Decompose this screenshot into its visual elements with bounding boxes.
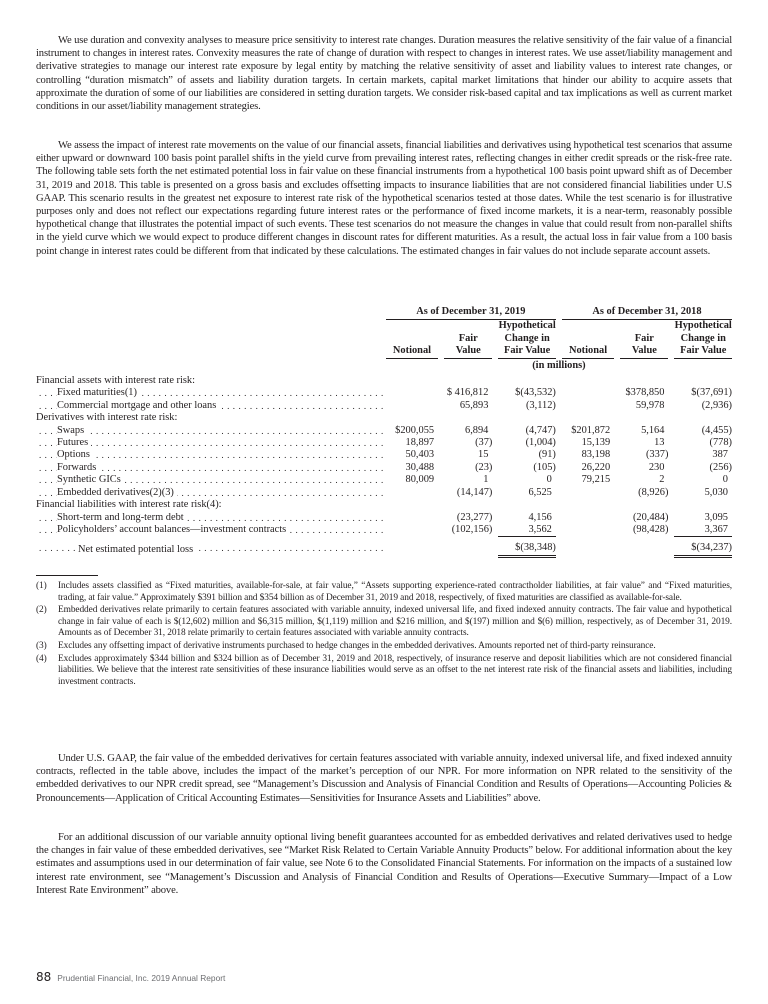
footnote-2: (2) Embedded derivatives relate primarily to certain features associated with variable annuity, indexed universal life, and fixed indexed annuity contracts. The fair value and hypothetical change in fair value of each is $(12,602) million and $6,315 million, $(1,119) million and $216 million, and $(197) million and $(6) million, respectively, as of December 31, 2019. Amounts as of December 31, 2018 relate primarily to certain features associated with variable annuity contracts. <box>36 605 732 639</box>
section-financial-assets: Financial assets with interest rate risk: <box>36 375 198 386</box>
net-loss-2019: $(38,348) <box>498 542 555 557</box>
col-hyp-change-2018: Hypothetical Change in Fair Value <box>674 320 732 358</box>
col-fair-value-2018: Fair Value <box>620 320 668 358</box>
footnote-3: (3) Excludes any offsetting impact of derivative instruments purchased to hedge changes in the embedded derivatives. Amounts reported net of third-party reinsurance. <box>36 640 656 651</box>
table-row: Commercial mortgage and other loans . . . 65,893 (3,112) 59,978 (2,936) <box>36 400 732 412</box>
group-header-2018: As of December 31, 2018 <box>562 306 732 320</box>
section-header-row <box>36 375 732 387</box>
row-label: Forwards <box>57 462 99 473</box>
units-label: (in millions) <box>532 359 586 371</box>
row-label: Options <box>57 449 93 460</box>
col-fair-value-2019: Fair Value <box>444 320 492 358</box>
page-number: 88 <box>36 970 52 984</box>
col-notional-2019: Notional <box>386 320 438 358</box>
footnotes <box>36 581 732 689</box>
row-label: Policyholders’ account balances—investment contracts <box>57 524 289 535</box>
row-label: Fixed maturities(1) <box>57 387 140 398</box>
paragraph-gaap-embedded-derivatives: Under U.S. GAAP, the fair value of the embedded derivatives for certain features associated with variable annuity, indexed universal life, and fixed indexed annuity contracts, reflected in the table above, includes the impact of the market’s perception of our NPR. For more information on NPR related to the sensitivity of the embedded derivatives to our NPR credit spread, see “Management’s Discussion and Analysis of Financial Condition and Results of Operations—Accounting Policies & Pronouncements—Application of Critical Accounting Estimates—Sensitivities for Insurance Assets and Liabilities” above. <box>36 753 732 804</box>
row-label: Synthetic GICs <box>57 474 124 485</box>
section-financial-liabilities: Financial liabilities with interest rate risk(4): <box>36 499 225 510</box>
footnote-1: (1) Includes assets classified as “Fixed maturities, available-for-sale, at fair value,” “Assets supporting experience-rated contractholder liabilities, at fair value” and “Fixed maturities, trading, at fair value.” Approximately $391 billion and $354 billion as of December 31, 2019 and 2018, respectively, of fixed maturities are classified as available-for-sale. <box>36 581 732 603</box>
paragraph-duration-convexity: We use duration and convexity analyses to measure price sensitivity to interest rate changes. Duration measures the relative sensitivity of the fair value of a financial instrument to changes in interest rates. Convexity measures the rate of change of duration with respect to changes in interest rates. We use asset/liability management and derivative strategies to manage our interest rate exposure by legal entity by matching the relative sensitivity of asset and liability values to interest rate changes, or controlling “duration mismatch” of assets and liability duration targets. In certain markets, capital market limitations that hinder our ability to acquire assets that approximate the duration of some of our liabilities are considered in setting duration targets. We consider risk-based capital and tax implications as well as current market conditions in our asset/liability management strategies. <box>36 35 732 113</box>
table-row: Options . . . 50,403 15 (91) 83,198 (337) 387 <box>36 449 732 461</box>
section-header-row <box>36 499 732 511</box>
col-notional-2018: Notional <box>562 320 614 358</box>
report-title: Prudential Financial, Inc. 2019 Annual Report <box>57 973 226 983</box>
net-loss-2018: $(34,237) <box>674 542 732 557</box>
table-row: Futures . . . 18,897 (37) (1,004) 15,139 13 (778) <box>36 437 732 449</box>
total-row <box>36 542 732 557</box>
row-label: Commercial mortgage and other loans <box>57 400 219 411</box>
table-row: Policyholders’ account balances—investment contracts . . . (102,156) 3,562 (98,428) 3,367 <box>36 524 732 536</box>
footnote-divider <box>36 575 98 576</box>
row-label: Futures <box>57 437 91 448</box>
table-row: Short-term and long-term debt . . . (23,277) 4,156 (20,484) 3,095 <box>36 512 732 524</box>
col-hyp-change-2019: Hypothetical Change in Fair Value <box>498 320 555 358</box>
table-row: Embedded derivatives(2)(3) . . . (14,147) 6,525 (8,926) 5,030 <box>36 487 732 499</box>
paragraph-interest-rate-impact: We assess the impact of interest rate movements on the value of our financial assets, financial liabilities and derivatives using hypothetical test scenarios that assume either upward or downward 100 basis point parallel shifts in the yield curve from prevailing interest rates, reflecting changes in either credit spreads or the risk-free rate. The following table sets forth the net estimated potential loss in fair value on these financial instruments from a hypothetical 100 basis point upward shift as of December 31, 2019 and 2018. This table is presented on a gross basis and excludes offsetting impacts to insurance liabilities that are not considered financial liabilities under U.S GAAP. This scenario results in the greatest net exposure to interest rate risk of the hypothetical scenarios tested at those dates. While the test scenario is for illustrative purposes only and does not reflect our expectations regarding future interest rates or the performance of fixed income markets, it is a near-term, reasonably possible hypothetical change that illustrates the potential impact of such events. These test scenarios do not measure the changes in value that could result from non-parallel shifts in the yield curve which we would expect to produce different changes in discount rates for different maturities. As a result, the actual loss in fair value from a 100 basis point change in interest rates could be different from that indicated by these calculations. The estimated changes in fair values do not include separate account assets. <box>36 140 732 257</box>
section-header-row <box>36 412 732 424</box>
section-derivatives: Derivatives with interest rate risk: <box>36 412 180 423</box>
paragraph-additional-discussion: For an additional discussion of our variable annuity optional living benefit guarantees accounted for as embedded derivatives and related derivatives used to hedge the changes in fair value of these embedded derivatives, see “Market Risk Related to Certain Variable Annuity Products” below. For additional information about the key estimates and assumptions used in our determination of fair value, see Note 6 to the Consolidated Financial Statements. For information on the impacts of a sustained low interest rate environment, see “Management’s Discussion and Analysis of Financial Condition and Results of Operations—Executive Summary—Impact of a Low Interest Rate Environment” above. <box>36 832 732 896</box>
group-header-2019: As of December 31, 2019 <box>386 306 556 320</box>
table-row: Forwards . . . 30,488 (23) (105) 26,220 230 (256) <box>36 462 732 474</box>
row-label: Short-term and long-term debt <box>57 512 187 523</box>
table-row: Swaps . . . $200,055 6,894 (4,747) $201,872 5,164 (4,455) <box>36 425 732 437</box>
row-label: Net estimated potential loss <box>78 544 196 555</box>
row-label: Embedded derivatives(2)(3) <box>57 487 177 498</box>
table-row: Synthetic GICs . . . 80,009 1 0 79,215 2 0 <box>36 474 732 486</box>
footnote-4: (4) Excludes approximately $344 billion and $324 billion as of December 31, 2019 and 2018, respectively, of insurance reserve and deposit liabilities which are not considered financial liabilities. We believe that the interest rate sensitivities of these insurance liabilities would serve as an offset to the net interest rate risk of the financial assets and liabilities, including investment contracts. <box>36 653 732 687</box>
page-footer <box>36 970 225 984</box>
row-label: Swaps <box>57 425 87 436</box>
table-row: Fixed maturities(1) . . . $ 416,812 $(43,532) $378,850 $(37,691) <box>36 387 732 399</box>
interest-rate-risk-table <box>36 306 732 558</box>
